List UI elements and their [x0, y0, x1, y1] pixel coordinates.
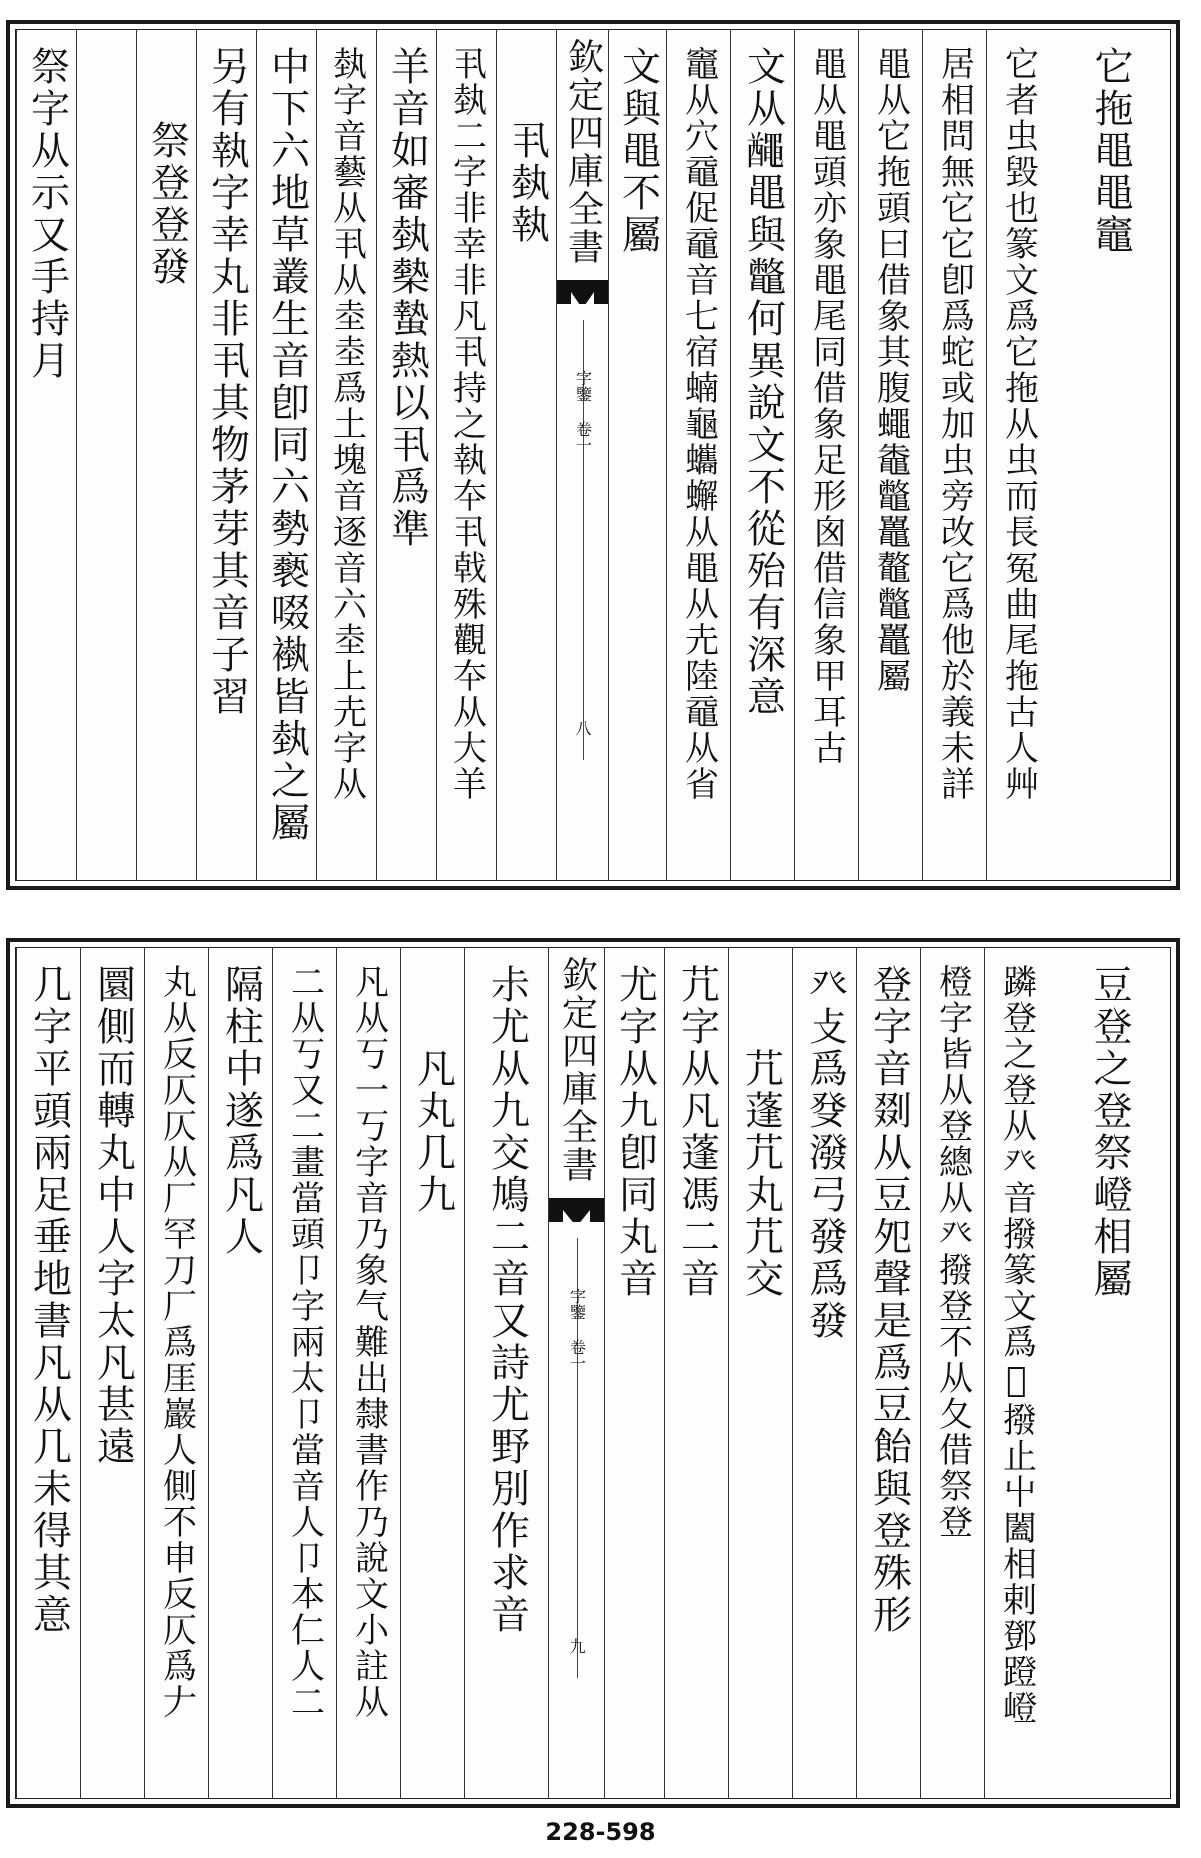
- text-column: [16, 948, 80, 1798]
- column-text: 另有執字幸丸非丮其物茅芽其音子習: [204, 46, 250, 718]
- column-text: 芁蓬芁丸芁交: [738, 1048, 784, 1300]
- column-text: 丸从反仄仄从厂罕刀厂爲厓巖人側不申反仄爲𠂇: [156, 964, 197, 1720]
- column-text: 隔柱中遂爲凡人: [218, 964, 264, 1258]
- book-title: 字鑒: [567, 1288, 587, 1320]
- text-column: [208, 948, 272, 1798]
- text-column: [272, 948, 336, 1798]
- text-column: [856, 948, 920, 1798]
- column-text: 豆登之登祭嶝相屬: [1087, 964, 1132, 1300]
- text-column: [858, 30, 922, 880]
- page-number: 九: [567, 1638, 586, 1654]
- column-text: 橙字皆从登總从癶撥登不从夂借祭登: [932, 964, 973, 1540]
- volume-label: 卷一: [567, 1339, 587, 1371]
- text-column: [604, 948, 664, 1798]
- text-column: [666, 30, 730, 880]
- column-text: 埶字音藝从丮从坴坴爲土塊音逐音六坴上圥字从: [326, 46, 367, 802]
- column-text: 几字平頭兩足垂地書凡从几未得其意: [26, 964, 72, 1636]
- column-text: 二从丂又二畫當頭卩字兩太卩當音人卩本仁人二: [284, 964, 325, 1720]
- text-column: [76, 30, 136, 880]
- fishtail-mark: [557, 280, 608, 304]
- text-column: [256, 30, 316, 880]
- center-title: 欽定四庫全書: [562, 38, 604, 266]
- text-column: [464, 948, 548, 1798]
- text-column: [986, 30, 1050, 880]
- text-column: [80, 948, 144, 1798]
- text-column: [196, 30, 256, 880]
- text-column: [728, 948, 792, 1798]
- center-fold: [556, 30, 608, 880]
- column-text: 凡丸几九: [410, 1048, 456, 1216]
- column-text: 尤字从九卽同丸音: [612, 964, 658, 1300]
- column-text: 丮埶執: [504, 120, 550, 246]
- page-number: 八: [573, 720, 592, 736]
- text-column: [436, 30, 496, 880]
- center-fold: [548, 948, 604, 1798]
- column-text: 它者虫毀也篆文爲它拖从虫而長冤曲尾拖古人艸: [998, 46, 1039, 802]
- center-book: [573, 370, 593, 453]
- text-column: [922, 30, 986, 880]
- column-text: 蹸登之登从癶音撥篆文爲𣥠撥止屮闔相剌鄧蹬嶝: [996, 964, 1037, 1726]
- column-text: 祭登登發: [144, 120, 190, 288]
- top-page-frame: [15, 29, 1171, 881]
- bottom-page-frame: [15, 947, 1171, 1799]
- text-column: [730, 30, 794, 880]
- column-text: 尗尤从九交鳩二音又詩尤野別作求音: [484, 964, 530, 1636]
- text-column: [316, 30, 376, 880]
- text-column: [16, 30, 76, 880]
- text-column: [496, 30, 556, 880]
- volume-label: 卷一: [573, 421, 593, 453]
- column-text: 它拖黽黽竈: [1088, 46, 1133, 256]
- text-column: [1048, 948, 1170, 1798]
- column-text: 圜側而轉丸中人字太凡甚遠: [90, 964, 136, 1468]
- text-column: [144, 948, 208, 1798]
- center-book: [567, 1288, 587, 1371]
- center-title: 欽定四庫全書: [556, 956, 598, 1184]
- column-text: 丮埶二字非幸非凡丮持之執夲丮戟殊觀夲从大羊: [446, 46, 487, 802]
- column-text: 竈从穴黿促黿音七宿蝻龜蠵蠏从黽从圥陸黿从省: [678, 46, 719, 802]
- column-text: 文與黽不屬: [615, 46, 661, 256]
- column-text: 祭字从示又手持月: [24, 46, 70, 382]
- text-column: [792, 948, 856, 1798]
- column-text: 芁字从凡蓬馮二音: [674, 964, 720, 1300]
- fishtail-mark: [549, 1198, 604, 1222]
- column-text: 黽从黽頭亦象黽尾同借象足形囪借信象甲耳古: [806, 46, 847, 766]
- text-column: [376, 30, 436, 880]
- text-column: [336, 948, 400, 1798]
- column-text: 中下六地草叢生音卽同六勢褻啜褹皆埶之屬: [264, 46, 310, 844]
- text-column: [608, 30, 666, 880]
- text-column: [794, 30, 858, 880]
- column-text: 登字音剟从豆夗聲是爲豆飴與登殊形: [866, 964, 912, 1636]
- text-column: [984, 948, 1048, 1798]
- top-page: [6, 20, 1180, 890]
- page-footer-number: 228-598: [545, 1818, 656, 1846]
- column-text: 居相問無它它卽爲蛇或加虫旁改它爲他於義未詳: [934, 46, 975, 802]
- text-column: [920, 948, 984, 1798]
- column-text: 文从𪓰黽與鼈何異說文不從殆有深意: [740, 46, 786, 718]
- column-text: 羊音如審埶槷蟄熱以丮爲準: [384, 46, 430, 550]
- column-text: 黽从它拖頭曰借象其腹蠅鼄鼈鼉鼇鼈鼉屬: [870, 46, 911, 694]
- text-column: [1050, 30, 1170, 880]
- column-text: 癶攴爲癹潑弓發爲發: [802, 964, 848, 1342]
- text-column: [400, 948, 464, 1798]
- column-text: 凡从丂一丂字音乃象气難出隸書作乃說文小註从: [348, 964, 389, 1720]
- text-column: [136, 30, 196, 880]
- bottom-page: [6, 938, 1180, 1808]
- text-column: [664, 948, 728, 1798]
- book-title: 字鑒: [573, 370, 593, 402]
